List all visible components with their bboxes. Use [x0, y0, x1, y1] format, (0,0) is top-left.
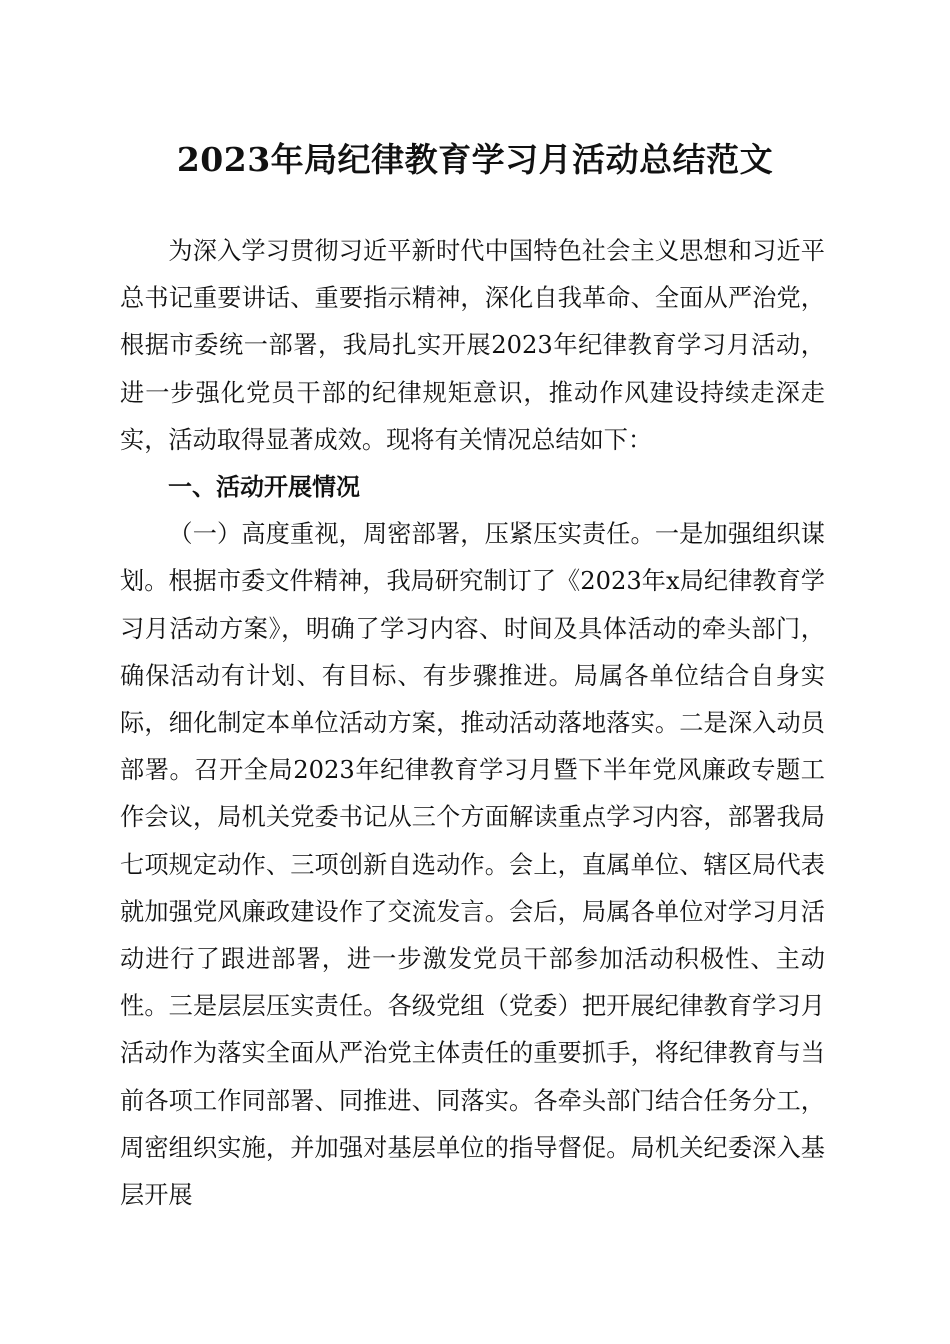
- section-paragraph: （一）高度重视，周密部署，压紧压实责任。一是加强组织谋划。根据市委文件精神，我局研究制订了《2023年x局纪律教育学习月活动方案》，明确了学习内容、时间及具体活动的牵头部门，确保活动有计划、有目标、有步骤推进。局属各单位结合自身实际，细化制定本单位活动方案，推动活动落地落实。二是深入动员部署。召开全局2023年纪律教育学习月暨下半年党风廉政专题工作会议，局机关党委书记从三个方面解读重点学习内容，部署我局七项规定动作、三项创新自选动作。会上，直属单位、辖区局代表就加强党风廉政建设作了交流发言。会后，局属各单位对学习月活动进行了跟进部署，进一步激发党员干部参加活动积极性、主动性。三是层层压实责任。各级党组（党委）把开展纪律教育学习月活动作为落实全面从严治党主体责任的重要抓手，将纪律教育与当前各项工作同部署、同推进、同落实。各牵头部门结合任务分工，周密组织实施，并加强对基层单位的指导督促。局机关纪委深入基层开展: [120, 520, 825, 1210]
- document-title: 2023年局纪律教育学习月活动总结范文: [176, 140, 774, 179]
- document-body: [120, 228, 825, 1219]
- section-heading: 一、活动开展情况: [168, 473, 360, 502]
- intro-paragraph: 为深入学习贯彻习近平新时代中国特色社会主义思想和习近平总书记重要讲话、重要指示精神，深化自我革命、全面从严治党，根据市委统一部署，我局扎实开展2023年纪律教育学习月活动，进一步强化党员干部的纪律规矩意识，推动作风建设持续走深走实，活动取得显著成效。现将有关情况总结如下：: [120, 237, 825, 454]
